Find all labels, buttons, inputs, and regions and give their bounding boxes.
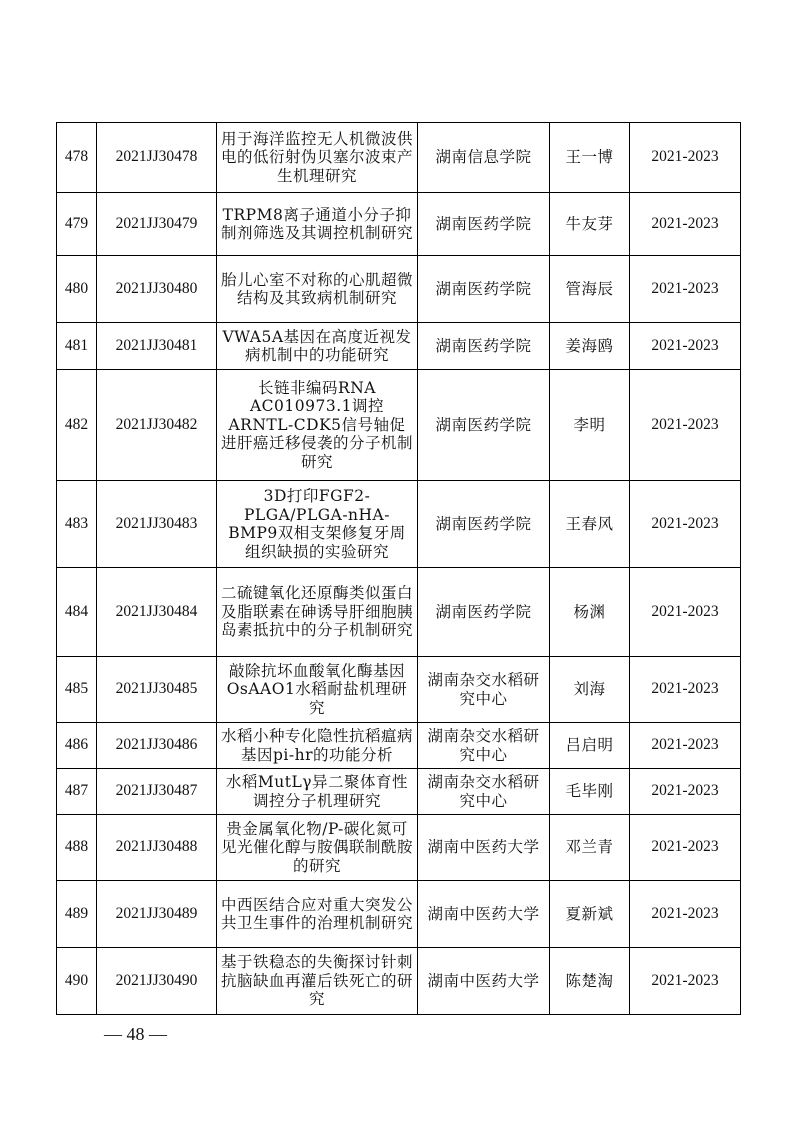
project-code: 2021JJ30482 [97,370,217,481]
row-number: 490 [57,948,97,1015]
institution: 湖南医药学院 [418,568,550,657]
project-title: VWA5A基因在高度近视发病机制中的功能研究 [217,323,418,370]
institution: 湖南医药学院 [418,323,550,370]
table-row [57,370,741,481]
table-row [57,193,741,256]
project-period: 2021-2023 [630,657,741,723]
project-period: 2021-2023 [630,881,741,948]
principal-investigator: 吕启明 [550,723,630,769]
table-row [57,881,741,948]
project-period: 2021-2023 [630,815,741,881]
row-number: 484 [57,568,97,657]
project-code: 2021JJ30485 [97,657,217,723]
table-row [57,723,741,769]
institution: 湖南中医药大学 [418,881,550,948]
table-row [57,769,741,815]
row-number: 482 [57,370,97,481]
principal-investigator: 牛友芽 [550,193,630,256]
project-title: 长链非编码RNA AC010973.1调控ARNTL-CDK5信号轴促进肝癌迁移侵袭的分子机制研究 [217,370,418,481]
project-code: 2021JJ30490 [97,948,217,1015]
row-number: 485 [57,657,97,723]
project-title: 二硫键氧化还原酶类似蛋白及脂联素在砷诱导肝细胞胰岛素抵抗中的分子机制研究 [217,568,418,657]
table-row [57,256,741,323]
table-row [57,568,741,657]
institution: 湖南医药学院 [418,256,550,323]
row-number: 487 [57,769,97,815]
institution: 湖南中医药大学 [418,815,550,881]
project-code: 2021JJ30489 [97,881,217,948]
project-title: 用于海洋监控无人机微波供电的低衍射伪贝塞尔波束产生机理研究 [217,123,418,193]
row-number: 488 [57,815,97,881]
row-number: 486 [57,723,97,769]
project-title: 水稻小种专化隐性抗稻瘟病基因pi-hr的功能分析 [217,723,418,769]
project-title: 中西医结合应对重大突发公共卫生事件的治理机制研究 [217,881,418,948]
principal-investigator: 王一博 [550,123,630,193]
project-code: 2021JJ30481 [97,323,217,370]
row-number: 483 [57,481,97,568]
project-period: 2021-2023 [630,948,741,1015]
page-number: — 48 — [104,1024,167,1044]
row-number: 478 [57,123,97,193]
project-table [56,122,741,1015]
project-title: 敲除抗坏血酸氧化酶基因OsAAO1水稻耐盐机理研究 [217,657,418,723]
project-period: 2021-2023 [630,193,741,256]
institution: 湖南医药学院 [418,370,550,481]
row-number: 481 [57,323,97,370]
project-title: 贵金属氧化物/P-碳化氮可见光催化醇与胺偶联制酰胺的研究 [217,815,418,881]
principal-investigator: 王春风 [550,481,630,568]
project-period: 2021-2023 [630,481,741,568]
project-title: 基于铁稳态的失衡探讨针刺抗脑缺血再灌后铁死亡的研究 [217,948,418,1015]
table-row [57,948,741,1015]
project-period: 2021-2023 [630,123,741,193]
institution: 湖南杂交水稻研究中心 [418,723,550,769]
project-period: 2021-2023 [630,723,741,769]
row-number: 479 [57,193,97,256]
project-code: 2021JJ30484 [97,568,217,657]
institution: 湖南医药学院 [418,481,550,568]
table-row [57,481,741,568]
project-period: 2021-2023 [630,769,741,815]
principal-investigator: 管海辰 [550,256,630,323]
project-period: 2021-2023 [630,323,741,370]
table-row [57,323,741,370]
principal-investigator: 李明 [550,370,630,481]
table-row [57,123,741,193]
project-code: 2021JJ30480 [97,256,217,323]
institution: 湖南中医药大学 [418,948,550,1015]
project-title: 3D打印FGF2-PLGA/PLGA-nHA-BMP9双相支架修复牙周组织缺损的实验研究 [217,481,418,568]
principal-investigator: 毛毕刚 [550,769,630,815]
principal-investigator: 陈楚淘 [550,948,630,1015]
project-code: 2021JJ30479 [97,193,217,256]
table-row [57,657,741,723]
row-number: 489 [57,881,97,948]
project-code: 2021JJ30488 [97,815,217,881]
principal-investigator: 邓兰青 [550,815,630,881]
institution: 湖南信息学院 [418,123,550,193]
project-period: 2021-2023 [630,568,741,657]
project-title: 胎儿心室不对称的心肌超微结构及其致病机制研究 [217,256,418,323]
project-title: 水稻MutLγ异二聚体育性调控分子机理研究 [217,769,418,815]
project-period: 2021-2023 [630,370,741,481]
principal-investigator: 刘海 [550,657,630,723]
project-code: 2021JJ30478 [97,123,217,193]
institution: 湖南杂交水稻研究中心 [418,657,550,723]
institution: 湖南杂交水稻研究中心 [418,769,550,815]
table-body [57,123,741,1015]
table-row [57,815,741,881]
project-code: 2021JJ30483 [97,481,217,568]
project-code: 2021JJ30486 [97,723,217,769]
principal-investigator: 夏新斌 [550,881,630,948]
principal-investigator: 杨渊 [550,568,630,657]
project-code: 2021JJ30487 [97,769,217,815]
project-title: TRPM8离子通道小分子抑制剂筛选及其调控机制研究 [217,193,418,256]
institution: 湖南医药学院 [418,193,550,256]
principal-investigator: 姜海鸥 [550,323,630,370]
project-period: 2021-2023 [630,256,741,323]
row-number: 480 [57,256,97,323]
